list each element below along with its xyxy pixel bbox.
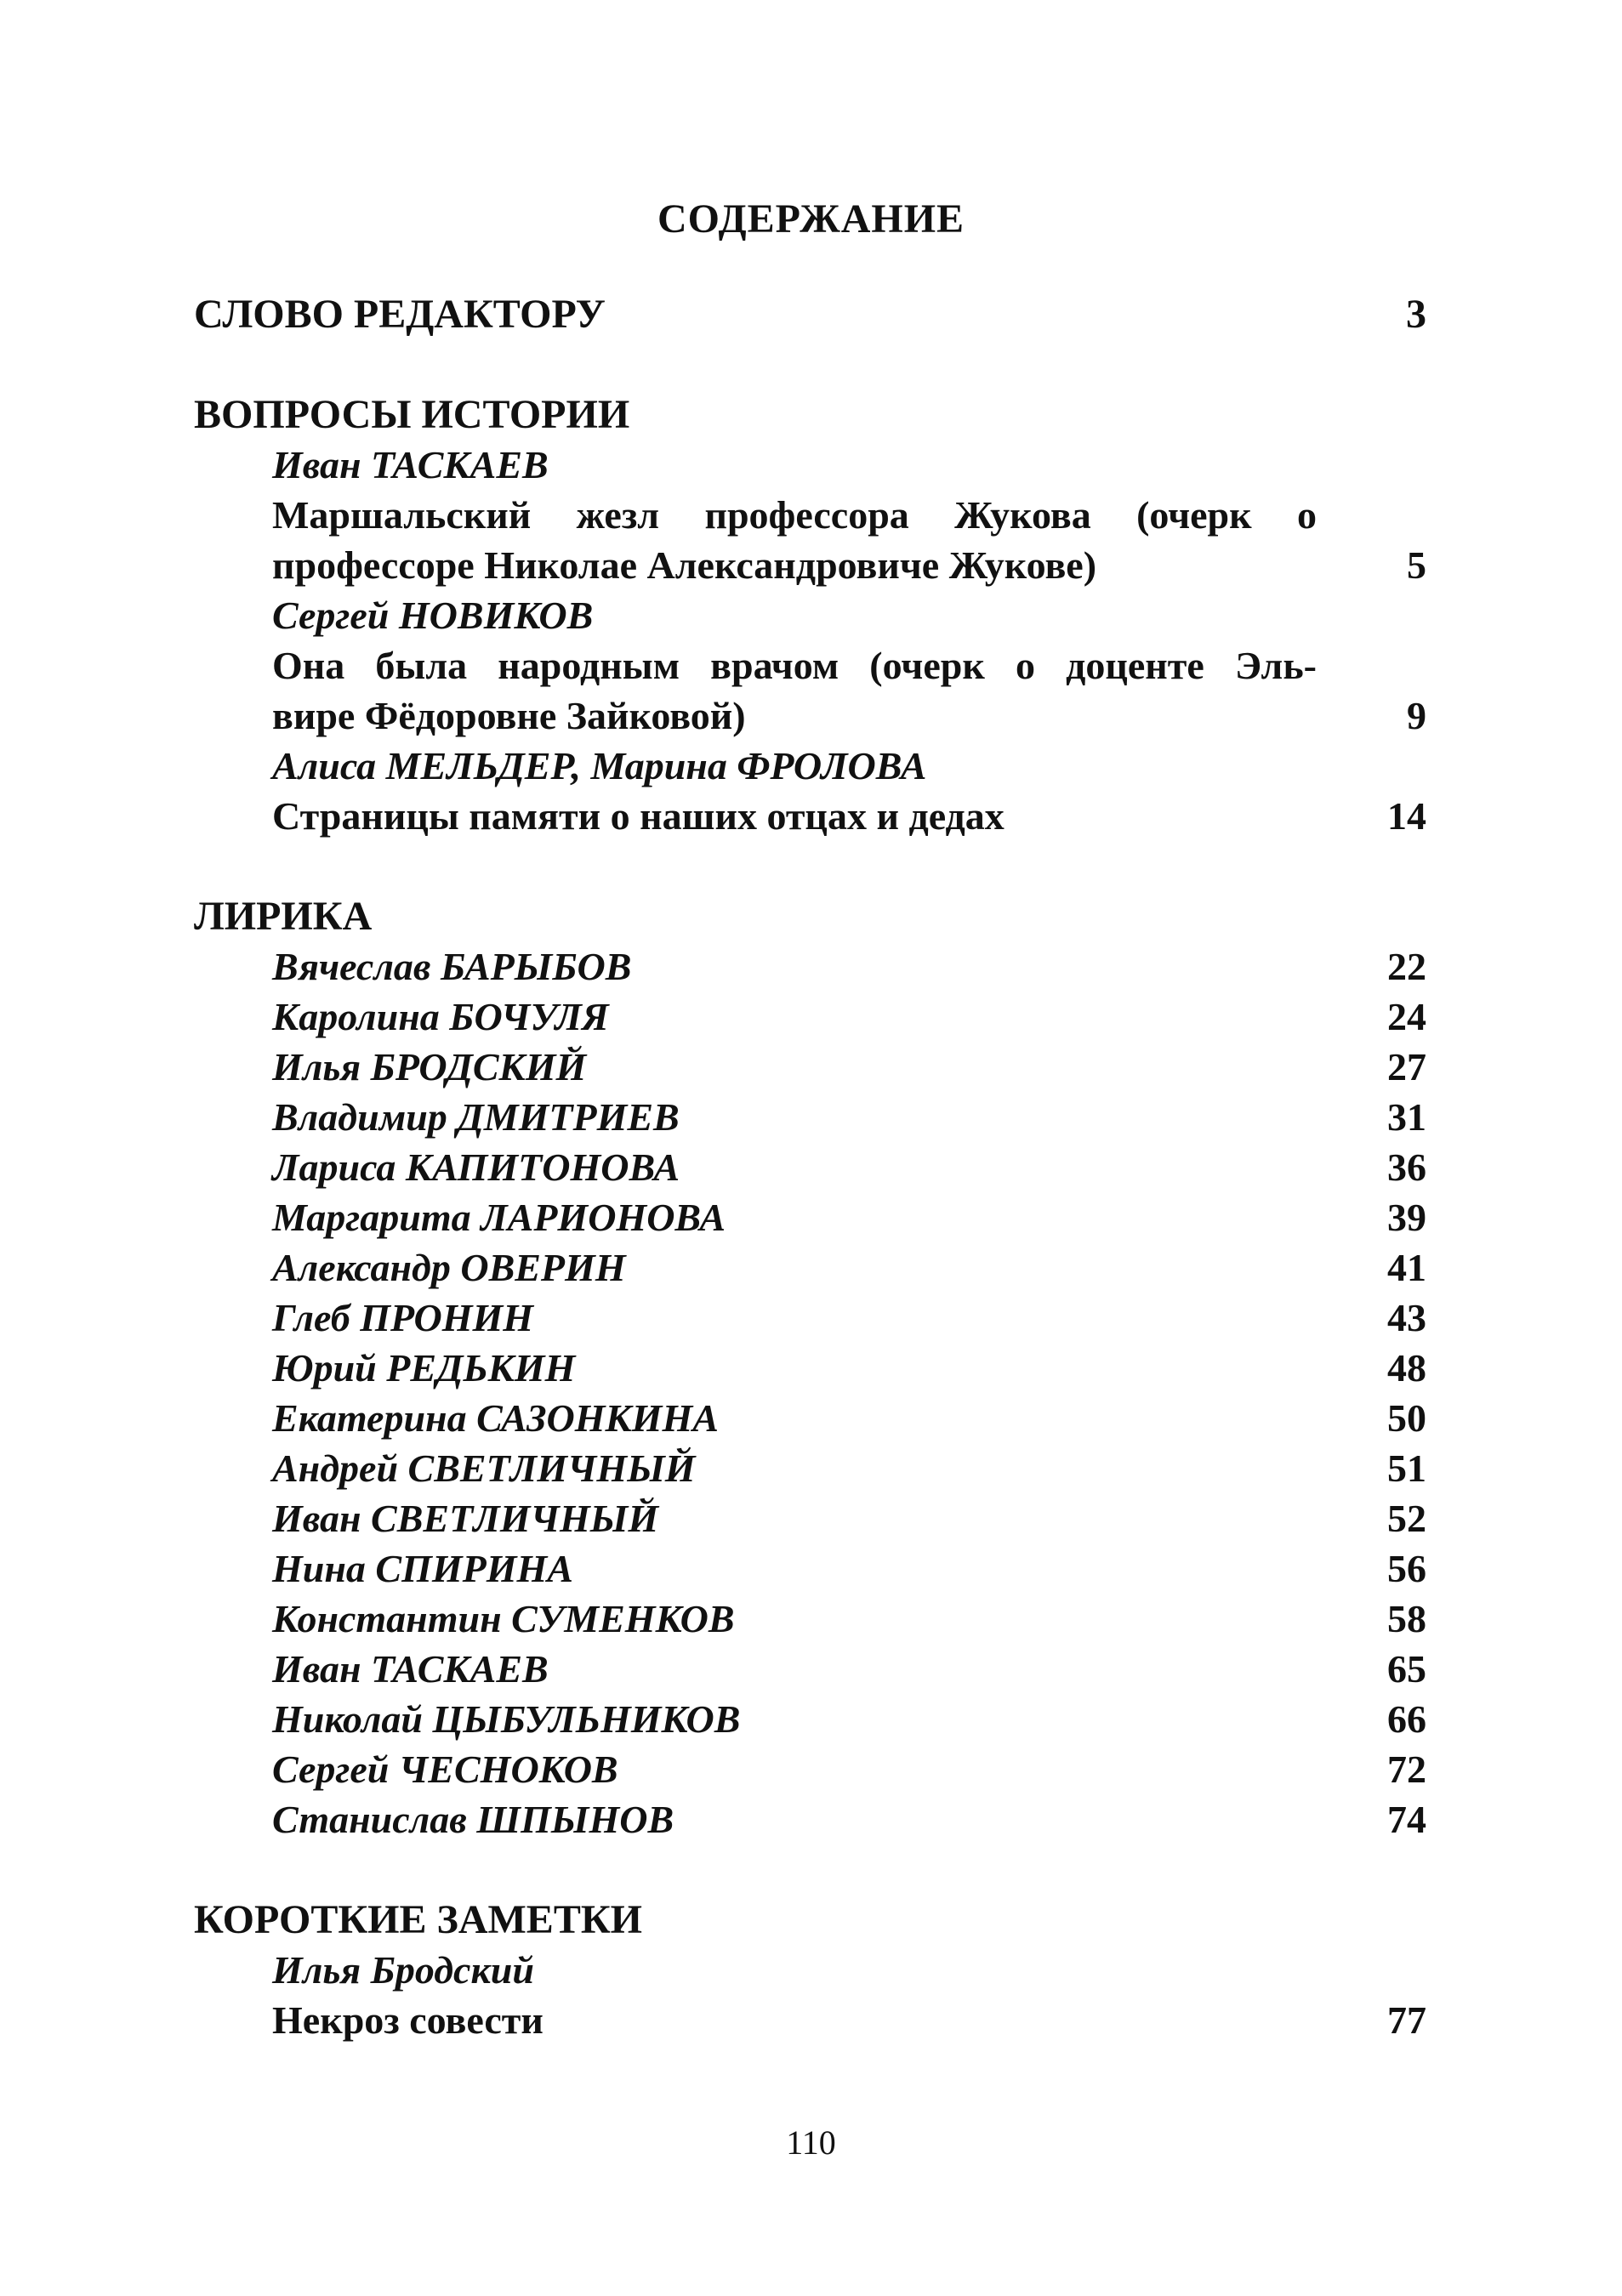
author-name: Сергей ЧЕСНОКОВ bbox=[272, 1748, 618, 1791]
section-heading-label: СЛОВО РЕДАКТОРУ bbox=[194, 292, 606, 337]
toc-entry-author bbox=[0, 992, 1622, 1042]
author-name: Иван ТАСКАЕВ bbox=[272, 1647, 549, 1691]
article-title: Маршальский жезл профессора Жукова (очерк о bbox=[272, 493, 1317, 537]
author-name: Илья Бродский bbox=[272, 1948, 534, 1992]
section-page-number: 3 bbox=[1406, 292, 1426, 337]
entry-page-number: 50 bbox=[1387, 1396, 1426, 1440]
author-name: Вячеслав БАРЫБОВ bbox=[272, 945, 632, 988]
article-title: вире Фёдоровне Зайковой) bbox=[272, 694, 746, 737]
section-heading-label: ЛИРИКА bbox=[194, 894, 373, 939]
toc-entry-author bbox=[0, 741, 1622, 791]
author-name: Глеб ПРОНИН bbox=[272, 1296, 534, 1339]
author-name: Каролина БОЧУЛЯ bbox=[272, 995, 609, 1038]
author-name: Нина СПИРИНА bbox=[272, 1547, 573, 1590]
entry-page-number: 24 bbox=[1387, 995, 1426, 1038]
section-spacer bbox=[0, 339, 1622, 389]
toc-entry-author bbox=[0, 1042, 1622, 1092]
entry-page-number: 66 bbox=[1387, 1697, 1426, 1741]
section-heading bbox=[0, 389, 1622, 440]
author-name: Иван СВЕТЛИЧНЫЙ bbox=[272, 1497, 659, 1540]
toc-entry-author bbox=[0, 1142, 1622, 1192]
author-name: Александр ОВЕРИН bbox=[272, 1246, 626, 1289]
article-title: Страницы памяти о наших отцах и дедах bbox=[272, 794, 1005, 838]
entry-page-number: 31 bbox=[1387, 1095, 1426, 1139]
section-heading-label: ВОПРОСЫ ИСТОРИИ bbox=[194, 392, 630, 437]
page-number: 110 bbox=[786, 2123, 836, 2162]
section-spacer bbox=[0, 841, 1622, 891]
entry-page-number: 14 bbox=[1387, 794, 1426, 838]
author-name: Лариса КАПИТОНОВА bbox=[272, 1145, 680, 1189]
toc-entry-author bbox=[0, 1092, 1622, 1142]
table-of-contents bbox=[0, 289, 1622, 2045]
entry-page-number: 27 bbox=[1387, 1045, 1426, 1088]
toc-entry-author bbox=[0, 1242, 1622, 1293]
entry-page-number: 77 bbox=[1387, 1998, 1426, 2042]
entry-page-number: 52 bbox=[1387, 1497, 1426, 1540]
toc-entry-title bbox=[0, 490, 1622, 540]
section-heading bbox=[0, 289, 1622, 339]
author-name: Сергей НОВИКОВ bbox=[272, 594, 594, 637]
entry-page-number: 51 bbox=[1387, 1446, 1426, 1490]
toc-entry-author bbox=[0, 1443, 1622, 1493]
entry-page-number: 48 bbox=[1387, 1346, 1426, 1390]
toc-entry-author bbox=[0, 1644, 1622, 1694]
author-name: Маргарита ЛАРИОНОВА bbox=[272, 1196, 726, 1239]
toc-entry-author bbox=[0, 440, 1622, 490]
toc-entry-author bbox=[0, 1293, 1622, 1343]
entry-page-number: 41 bbox=[1387, 1246, 1426, 1289]
author-name: Андрей СВЕТЛИЧНЫЙ bbox=[272, 1446, 696, 1490]
toc-entry-author bbox=[0, 1945, 1622, 1995]
article-title: профессоре Николае Александровиче Жукове) bbox=[272, 543, 1097, 587]
toc-entry-title bbox=[0, 691, 1622, 741]
author-name: Юрий РЕДЬКИН bbox=[272, 1346, 576, 1390]
toc-entry-author bbox=[0, 1343, 1622, 1393]
author-name: Станислав ШПЫНОВ bbox=[272, 1798, 674, 1841]
entry-page-number: 56 bbox=[1387, 1547, 1426, 1590]
toc-entry-author bbox=[0, 590, 1622, 640]
toc-entry-author bbox=[0, 1594, 1622, 1644]
author-name: Константин СУМЕНКОВ bbox=[272, 1597, 735, 1640]
toc-entry-author bbox=[0, 941, 1622, 992]
entry-page-number: 22 bbox=[1387, 945, 1426, 988]
entry-page-number: 36 bbox=[1387, 1145, 1426, 1189]
section-heading bbox=[0, 891, 1622, 941]
toc-entry-title bbox=[0, 640, 1622, 691]
article-title: Она была народным врачом (очерк о доценте Эль- bbox=[272, 644, 1317, 687]
entry-page-number: 72 bbox=[1387, 1748, 1426, 1791]
entry-page-number: 43 bbox=[1387, 1296, 1426, 1339]
entry-page-number: 58 bbox=[1387, 1597, 1426, 1640]
author-name: Илья БРОДСКИЙ bbox=[272, 1045, 587, 1088]
toc-entry-author bbox=[0, 1192, 1622, 1242]
author-name: Николай ЦЫБУЛЬНИКОВ bbox=[272, 1697, 741, 1741]
entry-page-number: 9 bbox=[1407, 694, 1426, 737]
toc-entry-author bbox=[0, 1393, 1622, 1443]
toc-entry-title bbox=[0, 791, 1622, 841]
toc-entry-author bbox=[0, 1694, 1622, 1744]
toc-entry-author bbox=[0, 1543, 1622, 1594]
entry-page-number: 65 bbox=[1387, 1647, 1426, 1691]
entry-page-number: 39 bbox=[1387, 1196, 1426, 1239]
page-title: СОДЕРЖАНИЕ bbox=[657, 196, 965, 242]
entry-page-number: 74 bbox=[1387, 1798, 1426, 1841]
author-name: Алиса МЕЛЬДЕР, Марина ФРОЛОВА bbox=[272, 744, 927, 787]
toc-entry-author bbox=[0, 1493, 1622, 1543]
toc-entry-title bbox=[0, 540, 1622, 590]
section-heading-label: КОРОТКИЕ ЗАМЕТКИ bbox=[194, 1897, 642, 1942]
section-spacer bbox=[0, 1844, 1622, 1895]
article-title: Некроз совести bbox=[272, 1998, 544, 2042]
toc-entry-title bbox=[0, 1995, 1622, 2045]
toc-entry-author bbox=[0, 1794, 1622, 1844]
entry-page-number: 5 bbox=[1407, 543, 1426, 587]
toc-entry-author bbox=[0, 1744, 1622, 1794]
section-heading bbox=[0, 1895, 1622, 1945]
author-name: Иван ТАСКАЕВ bbox=[272, 443, 549, 486]
author-name: Екатерина САЗОНКИНА bbox=[272, 1396, 719, 1440]
author-name: Владимир ДМИТРИЕВ bbox=[272, 1095, 680, 1139]
